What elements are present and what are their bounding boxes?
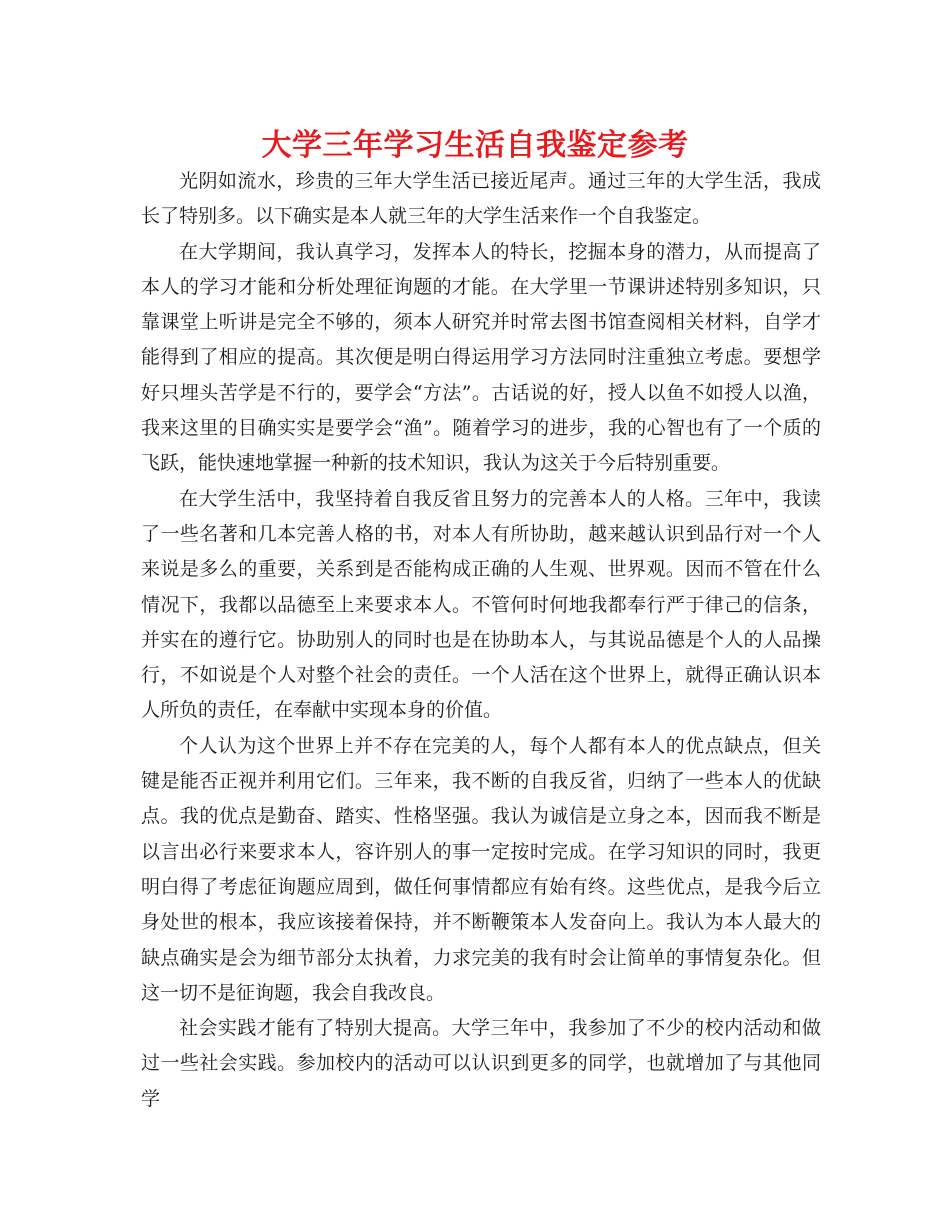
paragraph-character: 在大学生活中，我坚持着自我反省且努力的完善本人的人格。三年中，我读了一些名著和几本完善人格的书，对本人有所协助，越来越认识到品行对一个人来说是多么的重要，关系到是否能构成正确的人生观、世界观。因而不管在什么情况下，我都以品德至上来要求本人。不管何时何地我都奉行严于律己的信条，并实在的遵行它。协助别人的同时也是在协助本人，与其说品德是个人的人品操行，不如说是个人对整个社会的责任。一个人活在这个世界上，就得正确认识本人所负的责任，在奉献中实现本身的价值。 (141, 487, 821, 722)
paragraph-strengths-weaknesses: 个人认为这个世界上并不存在完美的人，每个人都有本人的优点缺点，但关键是能否正视并利用它们。三年来，我不断的自我反省，归纳了一些本人的优缺点。我的优点是勤奋、踏实、性格坚强。我认为诚信是立身之本，因而我不断是以言出必行来要求本人，容许别人的事一定按时完成。在学习知识的同时，我更明白得了考虑征询题应周到，做任何事情都应有始有终。这些优点，是我今后立身处世的根本，我应该接着保持，并不断鞭策本人发奋向上。我认为本人最大的缺点确实是会为细节部分太执着，力求完美的我有时会让简单的事情复杂化。但这一切不是征询题，我会自我改良。 (141, 734, 821, 1004)
document-title: 大学三年学习生活自我鉴定参考 (261, 128, 689, 163)
document-body (141, 164, 821, 1117)
paragraph-social-practice: 社会实践才能有了特别大提高。大学三年中，我参加了不少的校内活动和做过一些社会实践。参加校内的活动可以认识到更多的同学，也就增加了与其他同学 (141, 1017, 821, 1110)
paragraph-study: 在大学期间，我认真学习，发挥本人的特长，挖掘本身的潜力，从而提高了本人的学习才能和分析处理征询题的才能。在大学里一节课讲述特别多知识，只靠课堂上听讲是完全不够的，须本人研究并时常去图书馆查阅相关材料，自学才能得到了相应的提高。其次便是明白得运用学习方法同时注重独立考虑。要想学好只埋头苦学是不行的，要学会“方法”。古话说的好，授人以鱼不如授人以渔，我来这里的目确实实是要学会“渔”。随着学习的进步，我的心智也有了一个质的飞跃，能快速地掌握一种新的技术知识，我认为这关于今后特别重要。 (141, 240, 821, 475)
paragraph-intro: 光阴如流水，珍贵的三年大学生活已接近尾声。通过三年的大学生活，我成长了特别多。以下确实是本人就三年的大学生活来作一个自我鉴定。 (141, 170, 821, 228)
